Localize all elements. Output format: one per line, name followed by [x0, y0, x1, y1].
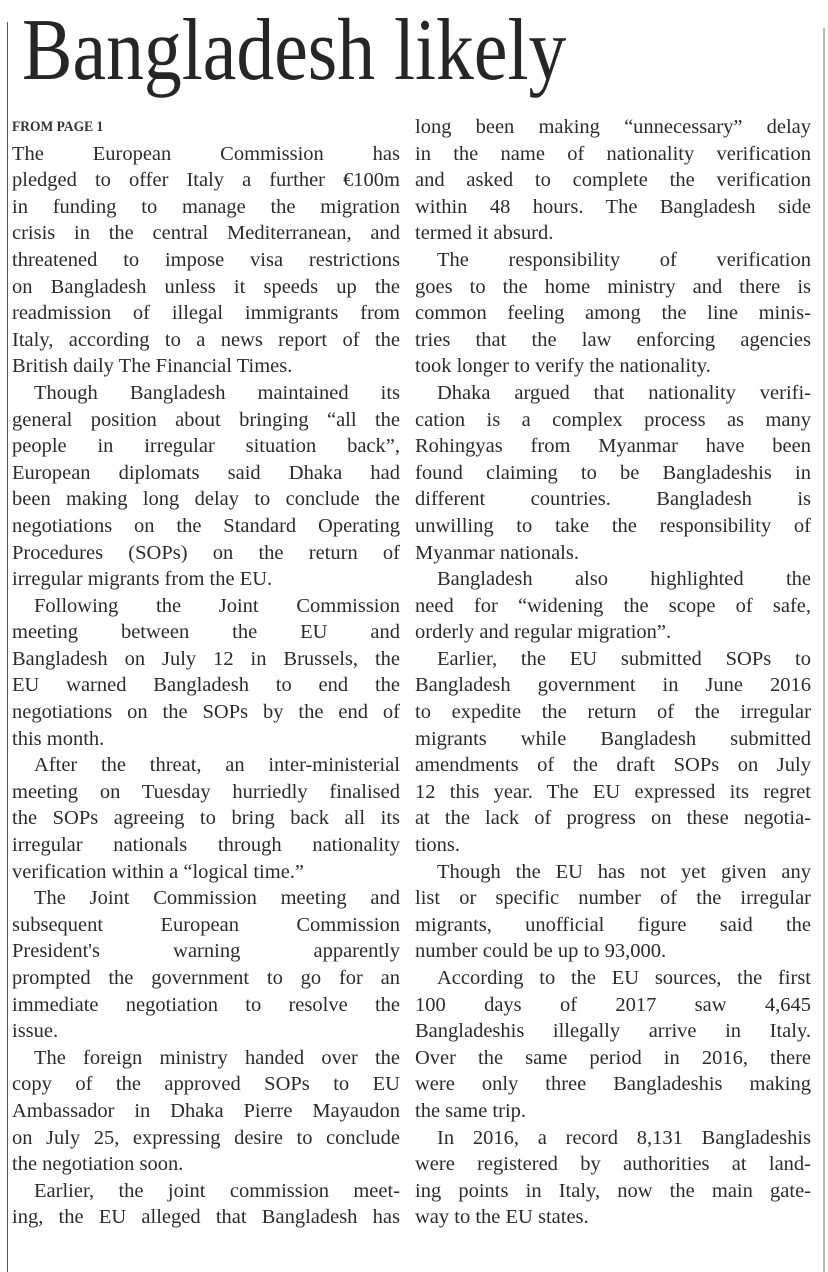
- text-line: goes to the home ministry and there is: [415, 275, 811, 298]
- text-line: tions.: [415, 834, 460, 857]
- text-line: Procedures (SOPs) on the return of: [12, 541, 400, 564]
- paragraph: [415, 566, 811, 646]
- text-line: Bangladesh on July 12 in Brussels, the: [12, 647, 400, 670]
- text-line: been making long delay to conclude the: [12, 488, 400, 511]
- text-line: number could be up to 93,000.: [415, 940, 667, 963]
- text-line: common feeling among the line minis-: [415, 302, 811, 325]
- text-line: amendments of the draft SOPs on July: [415, 754, 811, 777]
- paragraph: [415, 646, 811, 859]
- text-line: meeting on Tuesday hurriedly finalised: [12, 780, 400, 803]
- paragraph: [12, 885, 400, 1045]
- paragraph: [415, 247, 811, 380]
- paragraph: [415, 114, 811, 247]
- text-line: meeting between the EU and: [12, 621, 400, 644]
- text-line: negotiations on the Standard Operating: [12, 514, 400, 537]
- text-line: Dhaka argued that nationality verifi-: [437, 381, 811, 404]
- page-border-left: [7, 22, 8, 1272]
- text-line: 12 this year. The EU expressed its regret: [415, 780, 811, 803]
- paragraph: [12, 1178, 400, 1231]
- text-line: Rohingyas from Myanmar have been: [415, 435, 811, 458]
- text-line: the SOPs agreeing to bring back all its: [12, 807, 400, 830]
- article-column-left: [12, 114, 400, 1231]
- text-line: cation is a complex process as many: [415, 408, 811, 431]
- text-line: readmission of illegal immigrants from: [12, 302, 400, 325]
- text-line: Bangladeshis illegally arrive in Italy.: [415, 1020, 811, 1043]
- text-line: at the lack of progress on these negotia-: [415, 807, 811, 830]
- text-line: migrants while Bangladesh submitted: [415, 727, 811, 750]
- text-line: migrants, unofficial figure said the: [415, 913, 811, 936]
- paragraph: [12, 593, 400, 753]
- text-line: in funding to manage the migration: [12, 195, 400, 218]
- paragraph: [12, 380, 400, 593]
- text-line: verification within a “logical time.”: [12, 860, 305, 883]
- text-line: 100 days of 2017 saw 4,645: [415, 993, 811, 1016]
- text-line: within 48 hours. The Bangladesh side: [415, 195, 811, 218]
- text-line: found claiming to be Bangladeshis in: [415, 461, 811, 484]
- text-line: the same trip.: [415, 1099, 527, 1122]
- text-line: According to the EU sources, the first: [437, 967, 811, 989]
- text-line: The European Commission has: [12, 142, 400, 165]
- paragraph: [415, 859, 811, 965]
- paragraph: [415, 380, 811, 566]
- article-column-right: [415, 114, 811, 1231]
- text-line: issue.: [12, 1020, 59, 1043]
- paragraph: [12, 1045, 400, 1178]
- text-line: immediate negotiation to resolve the: [12, 993, 400, 1016]
- text-line: Earlier, the EU submitted SOPs to: [437, 647, 811, 670]
- text-line: pledged to offer Italy a further €100m: [12, 169, 400, 192]
- text-line: Italy, according to a news report of the: [12, 328, 400, 351]
- headline: Bangladesh likely: [22, 2, 567, 99]
- text-line: The Joint Commission meeting and: [34, 887, 400, 910]
- text-line: European diplomats said Dhaka had: [12, 461, 400, 484]
- kicker-from-page: FROM PAGE 1: [12, 119, 104, 135]
- text-line: Earlier, the joint commission meet-: [34, 1179, 400, 1202]
- text-line: The responsibility of verification: [437, 248, 811, 271]
- text-line: Though Bangladesh maintained its: [34, 381, 400, 404]
- text-line: ing points in Italy, now the main gate-: [415, 1179, 811, 1202]
- text-line: Ambassador in Dhaka Pierre Mayaudon: [12, 1099, 400, 1122]
- text-line: termed it absurd.: [415, 222, 554, 245]
- text-line: this month.: [12, 727, 105, 750]
- text-line: After the threat, an inter-ministerial: [34, 754, 400, 777]
- text-line: subsequent European Commission: [12, 913, 400, 936]
- text-line: on Bangladesh unless it speeds up the: [12, 275, 400, 298]
- text-line: Myanmar nationals.: [415, 541, 579, 564]
- text-line: ing, the EU alleged that Bangladesh has: [12, 1206, 400, 1229]
- text-line: tries that the law enforcing agencies: [415, 328, 811, 351]
- text-line: were registered by authorities at land-: [415, 1153, 811, 1176]
- text-line: Bangladesh government in June 2016: [415, 674, 811, 697]
- paragraph: [415, 965, 811, 1125]
- text-line: Bangladesh also highlighted the: [437, 568, 811, 591]
- text-line: took longer to verify the nationality.: [415, 355, 711, 378]
- paragraph: [415, 1125, 811, 1231]
- text-line: crisis in the central Mediterranean, and: [12, 222, 400, 245]
- text-line: need for “widening the scope of safe,: [415, 594, 811, 617]
- paragraph: [12, 752, 400, 885]
- text-line: EU warned Bangladesh to end the: [12, 674, 400, 697]
- text-line: Following the Joint Commission: [34, 594, 400, 617]
- text-line: British daily The Financial Times.: [12, 355, 293, 378]
- text-line: were only three Bangladeshis making: [415, 1073, 811, 1096]
- text-line: threatened to impose visa restrictions: [12, 248, 400, 271]
- text-line: and asked to complete the verification: [415, 169, 811, 192]
- text-line: copy of the approved SOPs to EU: [12, 1073, 400, 1096]
- text-line: orderly and regular migration”.: [415, 621, 672, 644]
- text-line: people in irregular situation back”,: [12, 435, 400, 458]
- text-line: irregular migrants from the EU.: [12, 568, 273, 591]
- text-line: In 2016, a record 8,131 Bangladeshis: [437, 1126, 811, 1149]
- text-line: Though the EU has not yet given any: [437, 860, 811, 883]
- text-line: President's warning apparently: [12, 940, 400, 963]
- page-border-right: [823, 28, 825, 1272]
- paragraph: [12, 141, 400, 380]
- text-line: the negotiation soon.: [12, 1153, 184, 1176]
- text-line: way to the EU states.: [415, 1206, 589, 1229]
- text-line: irregular nationals through nationality: [12, 834, 400, 857]
- text-line: negotiations on the SOPs by the end of: [12, 701, 400, 724]
- text-line: The foreign ministry handed over the: [34, 1046, 400, 1069]
- text-line: list or specific number of the irregular: [415, 887, 811, 910]
- text-line: to expedite the return of the irregular: [415, 701, 811, 724]
- text-line: unwilling to take the responsibility of: [415, 514, 811, 537]
- text-line: in the name of nationality verification: [415, 142, 811, 165]
- text-line: different countries. Bangladesh is: [415, 488, 811, 511]
- text-line: Over the same period in 2016, there: [415, 1046, 811, 1069]
- text-line: long been making “unnecessary” delay: [415, 116, 811, 138]
- text-line: prompted the government to go for an: [12, 967, 400, 989]
- text-line: general position about bringing “all the: [12, 408, 400, 431]
- text-line: on July 25, expressing desire to conclude: [12, 1126, 400, 1149]
